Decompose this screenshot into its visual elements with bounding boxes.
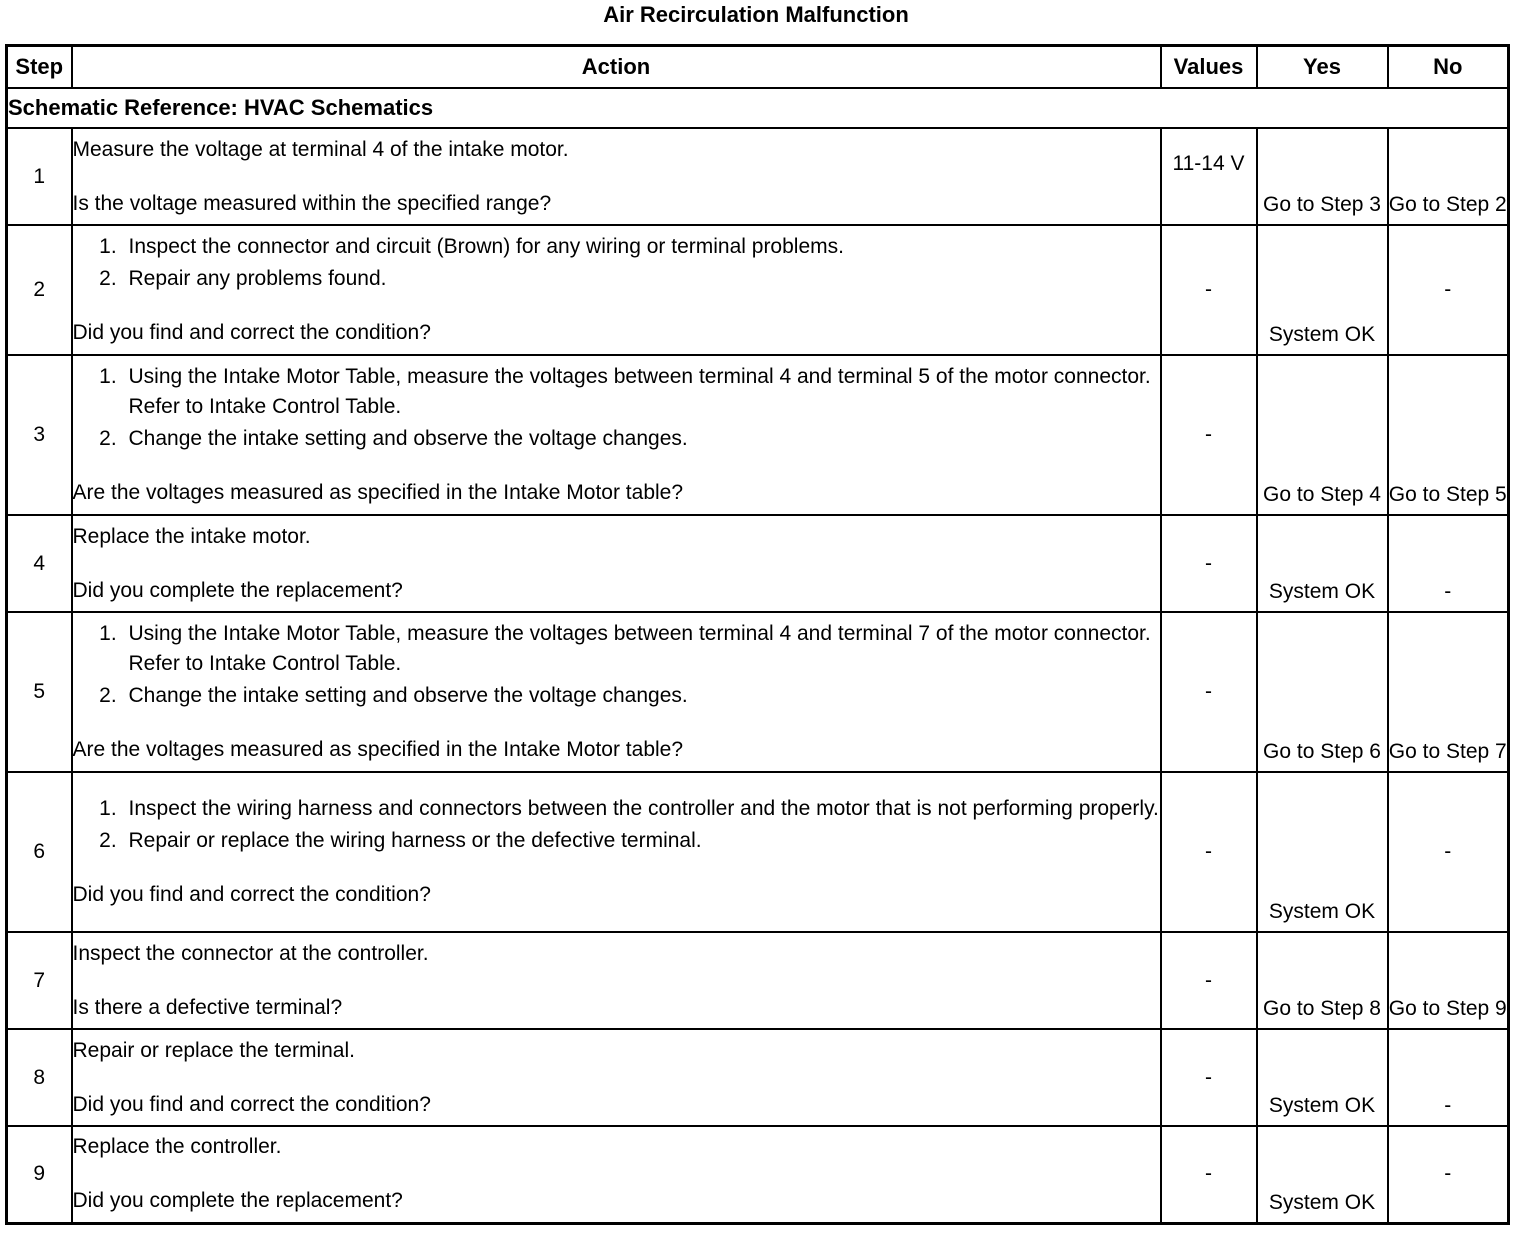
diagnostic-table	[5, 44, 1510, 1225]
yes-cell: Go to Step 6	[1257, 612, 1388, 772]
action-text: Measure the voltage at terminal 4 of the intake motor.	[72, 137, 569, 161]
header-step: Step	[7, 46, 72, 89]
value-cell: -	[1161, 772, 1257, 932]
action-question: Are the voltages measured as specified in the Intake Motor table?	[72, 481, 684, 504]
action-cell	[72, 932, 1161, 1029]
action-cell	[72, 1029, 1161, 1126]
table-row	[7, 612, 1509, 772]
value-cell: -	[1161, 1029, 1257, 1126]
action-list	[73, 232, 1160, 294]
step-number: 7	[7, 932, 72, 1029]
action-item: 1. Inspect the connector and circuit (Brown) for any wiring or terminal problems.	[123, 232, 1160, 262]
action-item: 1. Inspect the wiring harness and connectors between the controller and the motor that is not performing properly.	[123, 794, 1160, 824]
yes-cell: System OK	[1257, 1126, 1388, 1223]
no-cell: -	[1388, 772, 1509, 932]
step-number: 2	[7, 225, 72, 355]
table-row	[7, 225, 1509, 355]
action-question: Did you complete the replacement?	[72, 1189, 403, 1213]
yes-cell: Go to Step 4	[1257, 355, 1388, 515]
no-cell: -	[1388, 1126, 1509, 1223]
action-cell	[72, 612, 1161, 772]
action-list	[73, 619, 1160, 711]
action-question: Is there a defective terminal?	[72, 995, 343, 1019]
action-question: Did you complete the replacement?	[72, 578, 403, 602]
header-no: No	[1388, 46, 1509, 89]
yes-cell: Go to Step 8	[1257, 932, 1388, 1029]
value-cell: -	[1161, 932, 1257, 1029]
action-text: Replace the controller.	[72, 1135, 282, 1159]
action-item: 2. Change the intake setting and observe the voltage changes.	[123, 681, 1160, 711]
yes-cell: System OK	[1257, 1029, 1388, 1126]
step-number: 6	[7, 772, 72, 932]
page-title: Air Recirculation Malfunction	[603, 2, 909, 27]
value-cell: -	[1161, 612, 1257, 772]
step-number: 3	[7, 355, 72, 515]
table-row	[7, 772, 1509, 932]
step-number: 8	[7, 1029, 72, 1126]
table-row	[7, 1126, 1509, 1223]
table-row	[7, 515, 1509, 612]
action-list	[73, 362, 1160, 454]
yes-cell: Go to Step 3	[1257, 128, 1388, 225]
value-cell: -	[1161, 1126, 1257, 1223]
value-cell: -	[1161, 515, 1257, 612]
header-row	[7, 46, 1509, 89]
action-cell	[72, 225, 1161, 355]
no-cell: -	[1388, 1029, 1509, 1126]
schematic-reference: Schematic Reference: HVAC Schematics	[7, 88, 1509, 128]
action-item: 2. Repair any problems found.	[123, 264, 1160, 294]
action-question: Is the voltage measured within the specified range?	[72, 191, 552, 215]
value-cell: 11-14 V	[1161, 128, 1257, 225]
table-row	[7, 932, 1509, 1029]
action-item: 2. Change the intake setting and observe the voltage changes.	[123, 424, 1160, 454]
action-cell	[72, 128, 1161, 225]
no-cell: Go to Step 9	[1388, 932, 1509, 1029]
action-question: Did you find and correct the condition?	[72, 321, 431, 344]
action-text: Repair or replace the terminal.	[72, 1038, 355, 1062]
action-cell	[72, 772, 1161, 932]
no-cell: Go to Step 2	[1388, 128, 1509, 225]
schematic-reference-row	[7, 88, 1509, 128]
action-question: Are the voltages measured as specified in the Intake Motor table?	[72, 738, 684, 761]
action-item: 2. Repair or replace the wiring harness or the defective terminal.	[123, 826, 1160, 856]
value-cell: -	[1161, 355, 1257, 515]
action-text: Replace the intake motor.	[72, 524, 311, 548]
no-cell: -	[1388, 515, 1509, 612]
action-cell	[72, 1126, 1161, 1223]
action-question: Did you find and correct the condition?	[72, 1092, 431, 1116]
yes-cell: System OK	[1257, 772, 1388, 932]
action-text: Inspect the connector at the controller.	[72, 941, 429, 965]
value-cell: -	[1161, 225, 1257, 355]
header-values: Values	[1161, 46, 1257, 89]
table-row	[7, 128, 1509, 225]
no-cell: -	[1388, 225, 1509, 355]
yes-cell: System OK	[1257, 225, 1388, 355]
action-item: 1. Using the Intake Motor Table, measure the voltages between terminal 4 and terminal 5 of the motor connector. Refer to Intake Control Table.	[123, 362, 1160, 422]
action-item: 1. Using the Intake Motor Table, measure the voltages between terminal 4 and terminal 7 of the motor connector. Refer to Intake Control Table.	[123, 619, 1160, 679]
header-yes: Yes	[1257, 46, 1388, 89]
table-row	[7, 1029, 1509, 1126]
yes-cell: System OK	[1257, 515, 1388, 612]
action-list	[73, 794, 1160, 856]
step-number: 4	[7, 515, 72, 612]
action-cell	[72, 355, 1161, 515]
action-cell	[72, 515, 1161, 612]
table-row	[7, 355, 1509, 515]
no-cell: Go to Step 7	[1388, 612, 1509, 772]
step-number: 1	[7, 128, 72, 225]
header-action: Action	[72, 46, 1161, 89]
step-number: 9	[7, 1126, 72, 1223]
no-cell: Go to Step 5	[1388, 355, 1509, 515]
step-number: 5	[7, 612, 72, 772]
action-question: Did you find and correct the condition?	[72, 883, 431, 906]
